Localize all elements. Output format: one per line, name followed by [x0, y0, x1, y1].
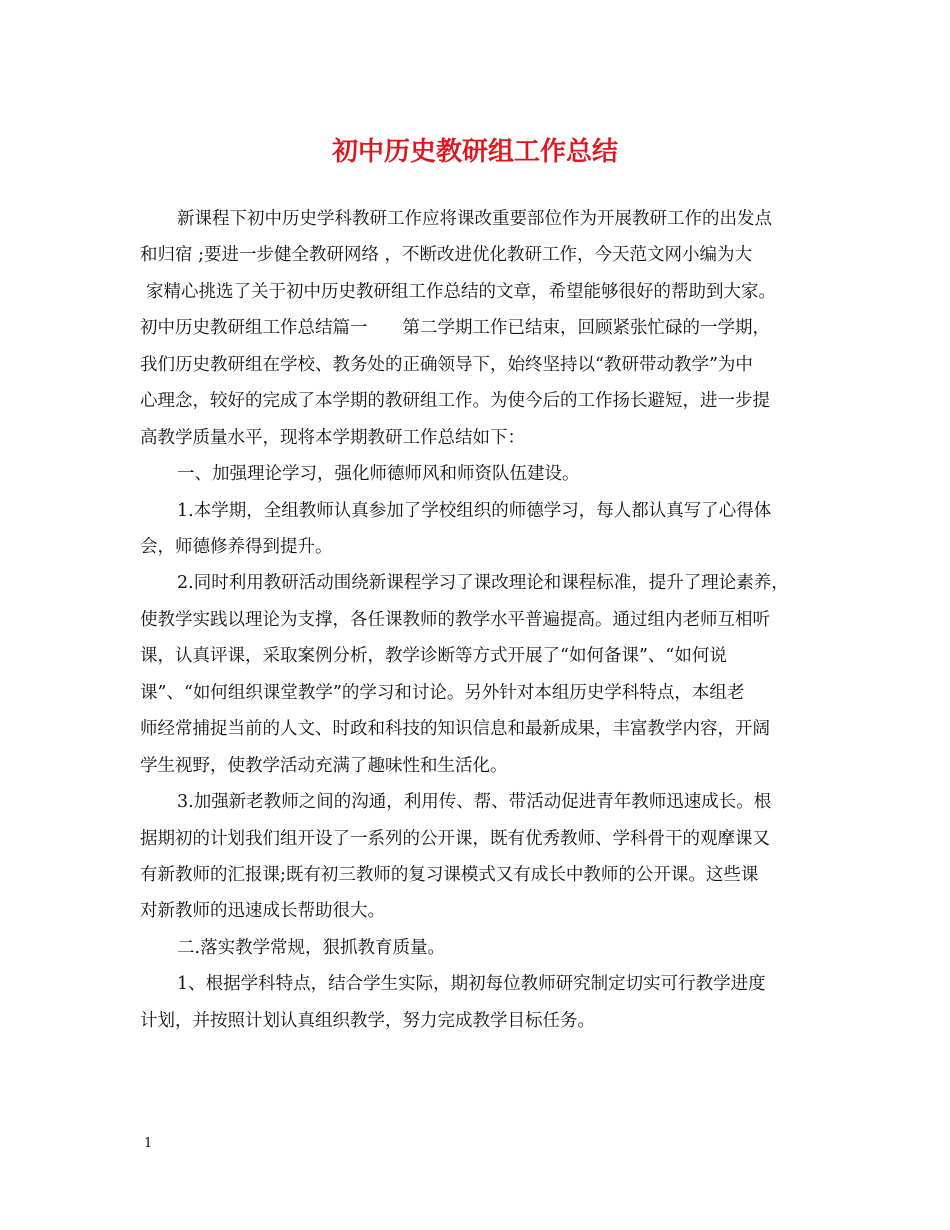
- text-line: 会，师德修养得到提升。: [140, 537, 333, 557]
- text-line: 课，认真评课，采取案例分析，教学诊断等方式开展了“如何备课”、“如何说: [140, 646, 727, 666]
- text-line: 和归宿 ;要进一步健全教研网络 ，不断改进优化教研工作，今天范文网小编为大: [140, 245, 753, 265]
- text-line: 新课程下初中历史学科教研工作应将课改重要部位作为开展教研工作的出发点: [177, 209, 772, 229]
- text-line: 1.本学期，全组教师认真参加了学校组织的师德学习，每人都认真写了心得体: [177, 501, 772, 521]
- text-line: 课”、“如何组织课堂教学”的学习和讨论。另外针对本组历史学科特点，本组老: [140, 683, 745, 703]
- text-line: 据期初的计划我们组开设了一系列的公开课，既有优秀教师、学科骨干的观摩课又: [140, 829, 770, 849]
- text-line: 家精心挑选了关于初中历史教研组工作总结的文章，希望能够很好的帮助到大家。: [146, 282, 776, 302]
- text-line: 师经常捕捉当前的人文、时政和科技的知识信息和最新成果，丰富教学内容，开阔: [140, 719, 770, 739]
- text-line: 计划，并按照计划认真组织教学，努力完成教学目标任务。: [140, 1011, 595, 1031]
- text-line: 我们历史教研组在学校、教务处的正确领导下，始终坚持以“教研带动教学”为中: [140, 355, 753, 375]
- text-line: 初中历史教研组工作总结篇一 第二学期工作已结束，回顾紧张忙碌的一学期，: [140, 318, 770, 338]
- text-line: 学生视野，使教学活动充满了趣味性和生活化。: [140, 756, 508, 776]
- text-line: 1、根据学科特点，结合学生实际，期初每位教师研究制定切实可行教学进度: [177, 974, 766, 994]
- section-heading: 一、加强理论学习，强化师德师风和师资队伍建设。: [177, 464, 580, 484]
- text-line: 心理念，较好的完成了本学期的教研组工作。为使今后的工作扬长避短，进一步提: [140, 391, 770, 411]
- text-line: 高教学质量水平，现将本学期教研工作总结如下：: [140, 428, 525, 448]
- text-line: 有新教师的汇报课;既有初三教师的复习课模式又有成长中教师的公开课。这些课: [140, 865, 759, 885]
- text-line: 3.加强新老教师之间的沟通，利用传、帮、带活动促进青年教师迅速成长。根: [177, 792, 772, 812]
- text-line: 对新教师的迅速成长帮助很大。: [140, 901, 385, 921]
- text-line: 2.同时利用教研活动围绕新课程学习了课改理论和课程标准，提升了理论素养，: [177, 573, 789, 593]
- text-line: 使教学实践以理论为支撑，各任课教师的教学水平普遍提高。通过组内老师互相听: [140, 610, 770, 630]
- page-number: 1: [144, 1136, 153, 1151]
- page-title: 初中历史教研组工作总结: [331, 137, 618, 167]
- section-heading: 二.落实教学常规，狠抓教育质量。: [177, 938, 446, 958]
